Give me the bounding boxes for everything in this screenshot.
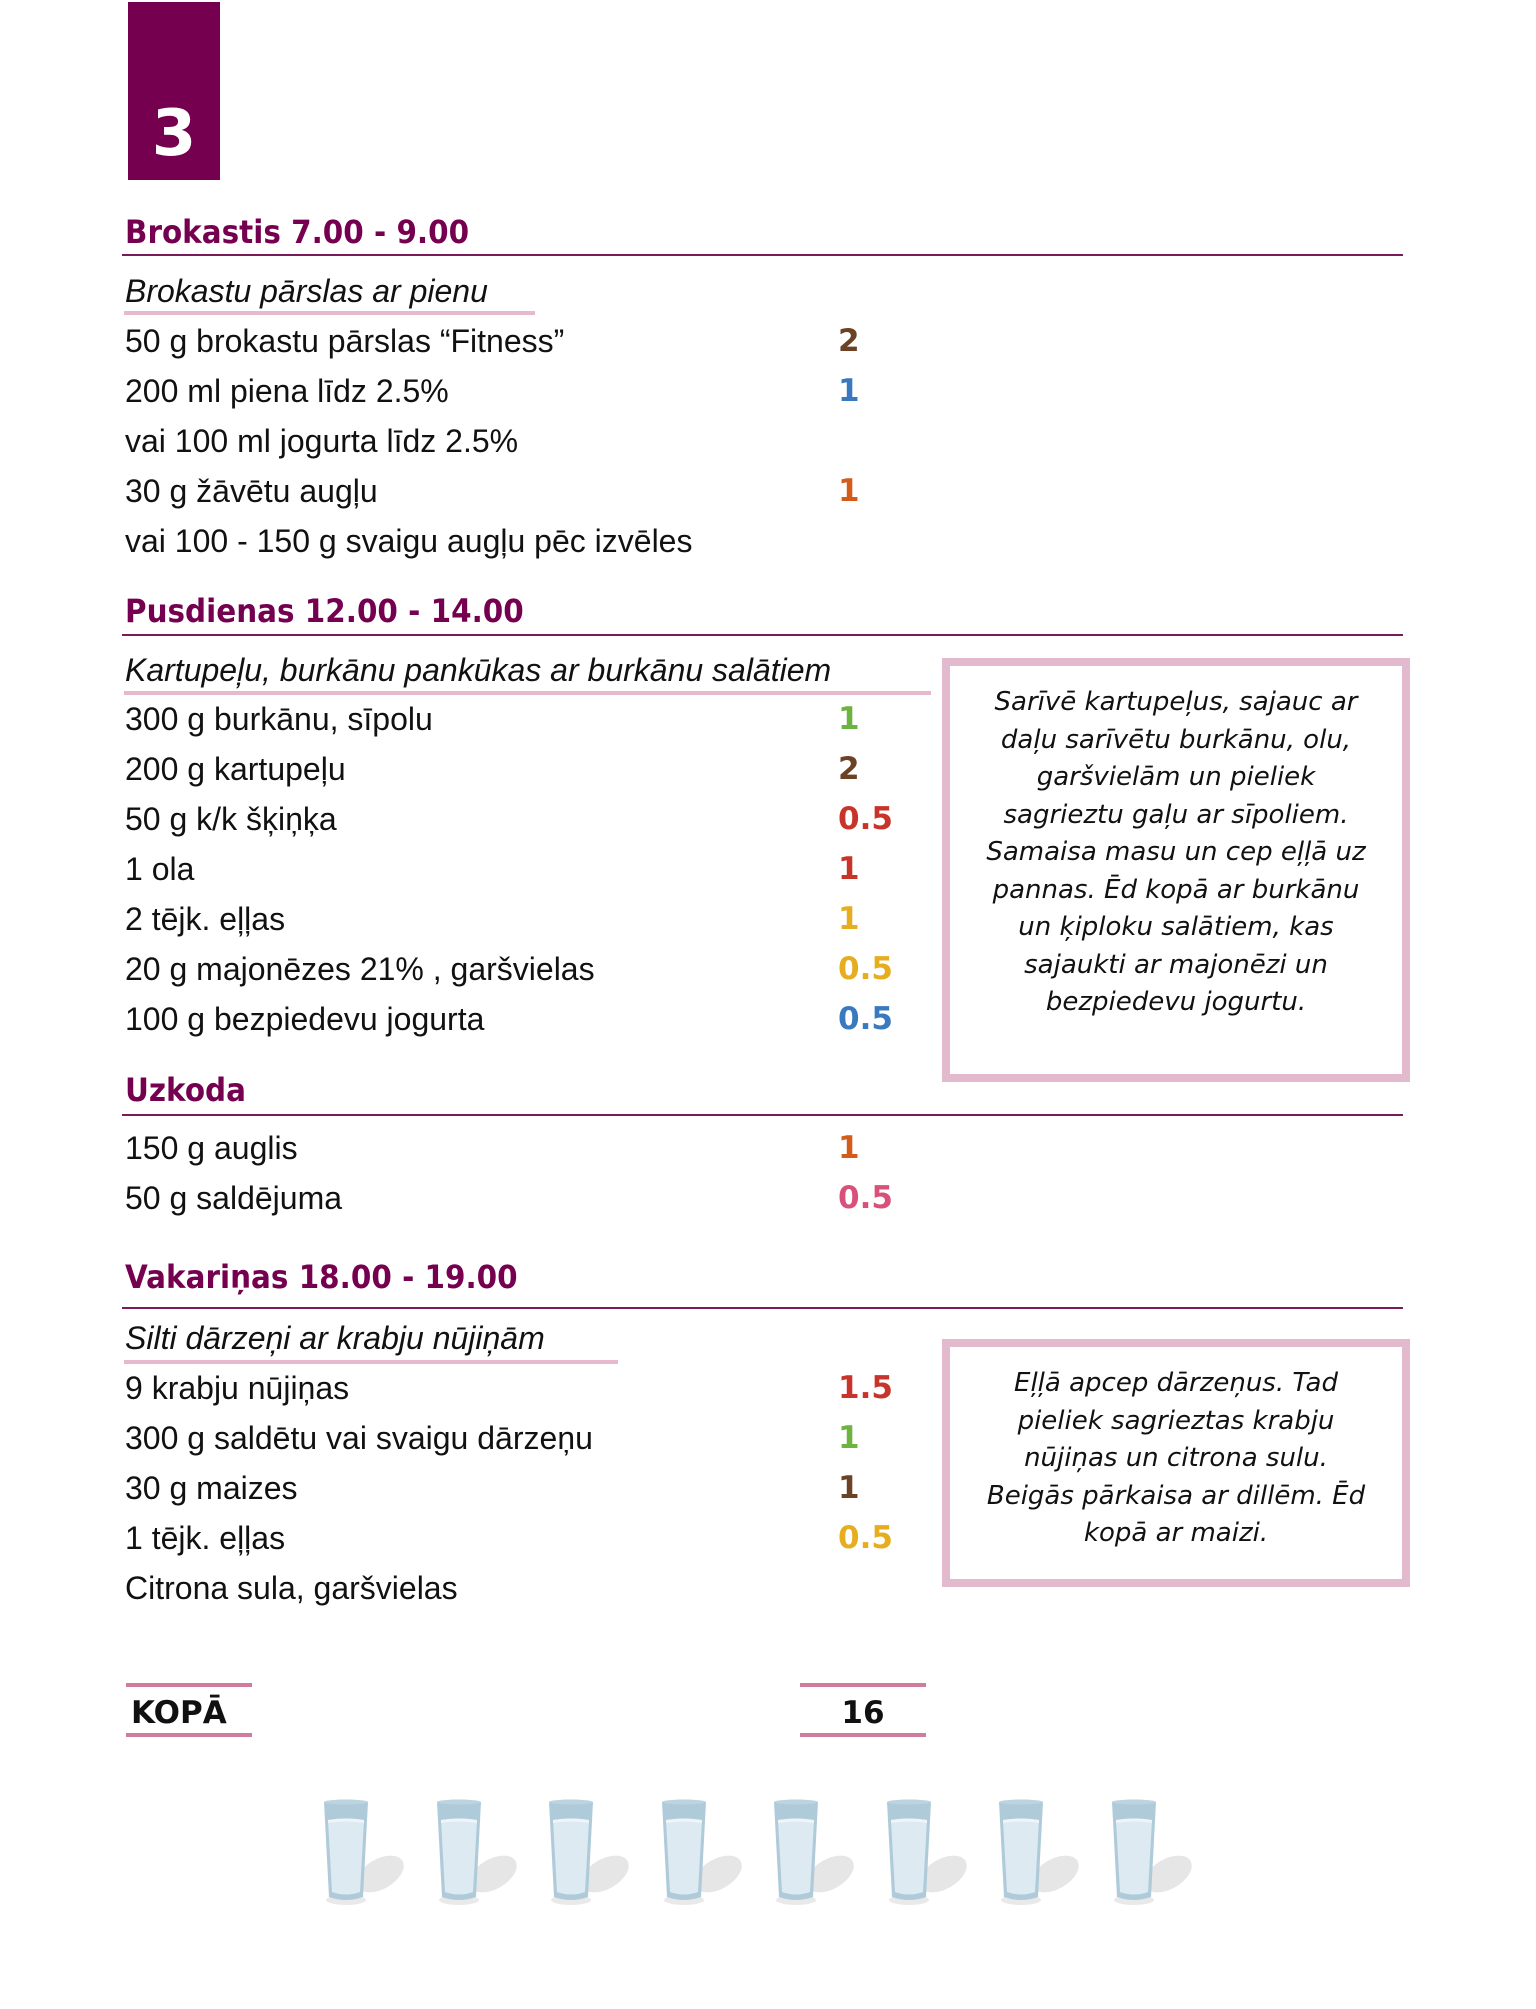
ingredient: vai 100 ml jogurta līdz 2.5%	[125, 423, 519, 459]
ingredient: 200 ml piena līdz 2.5%	[125, 373, 449, 409]
recipe-box-dinner	[942, 1339, 1410, 1587]
ingredient-value: 1	[838, 473, 860, 509]
total-rule-bottom	[126, 1733, 252, 1737]
dish-title-lunch: Kartupeļu, burkānu pankūkas ar burkānu salātiem	[125, 652, 832, 688]
ingredient-value: 0.5	[838, 1180, 893, 1216]
ingredient: 30 g maizes	[125, 1470, 298, 1506]
dish-underline	[124, 311, 535, 315]
water-glass-icon	[322, 1796, 406, 1916]
ingredient-value: 1	[838, 1470, 860, 1506]
ingredient-value: 1	[838, 851, 860, 887]
ingredient-value: 0.5	[838, 801, 893, 837]
water-glass-icon	[660, 1796, 744, 1916]
ingredient-value: 1	[838, 1130, 860, 1166]
meal-heading-dinner: Vakariņas 18.00 - 19.00	[125, 1258, 518, 1296]
ingredient-value: 1.5	[838, 1370, 893, 1406]
ingredient-value: 1	[838, 901, 860, 937]
total-rule-top	[126, 1683, 252, 1687]
day-number-badge	[128, 2, 220, 180]
water-glass-icon	[435, 1796, 519, 1916]
ingredient: 100 g bezpiedevu jogurta	[125, 1001, 485, 1037]
ingredient-value: 2	[838, 323, 860, 359]
ingredient-value: 0.5	[838, 1520, 893, 1556]
ingredient: vai 100 - 150 g svaigu augļu pēc izvēles	[125, 523, 693, 559]
ingredient: Citrona sula, garšvielas	[125, 1570, 458, 1606]
ingredient: 20 g majonēzes 21% , garšvielas	[125, 951, 595, 987]
ingredient: 9 krabju nūjiņas	[125, 1370, 350, 1406]
meal-heading-breakfast: Brokastis 7.00 - 9.00	[125, 213, 470, 251]
ingredient: 2 tējk. eļļas	[125, 901, 286, 937]
ingredient-value: 1	[838, 701, 860, 737]
dish-title-dinner: Silti dārzeņi ar krabju nūjiņām	[125, 1320, 545, 1356]
total-value: 16	[841, 1695, 885, 1731]
ingredient: 1 ola	[125, 851, 195, 887]
ingredient-value: 2	[838, 751, 860, 787]
total-label: KOPĀ	[131, 1695, 227, 1731]
divider	[122, 1307, 1403, 1309]
total-value-rule-bottom	[800, 1733, 926, 1737]
dish-underline	[124, 1360, 618, 1364]
meal-heading-lunch: Pusdienas 12.00 - 14.00	[125, 592, 524, 630]
recipe-text: Sarīvē kartupeļus, sajauc ar daļu sarīvētu burkānu, olu, garšvielām un pieliek sagrieztu gaļu ar sīpoliem. Samaisa masu un cep eļļā uz pannas. Ēd kopā ar burkānu un ķiploku salātiem, kas sajaukti ar majonēzi un bezpiedevu jogurtu.	[986, 687, 1366, 1017]
divider	[122, 634, 1403, 636]
ingredient-value: 0.5	[838, 951, 893, 987]
total-value-rule-top	[800, 1683, 926, 1687]
ingredient: 200 g kartupeļu	[125, 751, 346, 787]
ingredient: 50 g brokastu pārslas “Fitness”	[125, 323, 565, 359]
ingredient: 300 g saldētu vai svaigu dārzeņu	[125, 1420, 593, 1456]
ingredient: 30 g žāvētu augļu	[125, 473, 378, 509]
recipe-text: Eļļā apcep dārzeņus. Tad pieliek sagrieztas krabju nūjiņas un citrona sulu. Beigās pārkaisa ar dillēm. Ēd kopā ar maizi.	[986, 1368, 1366, 1548]
water-glass-icon	[885, 1796, 969, 1916]
ingredient-value: 1	[838, 373, 860, 409]
water-glass-icon	[997, 1796, 1081, 1916]
dish-underline	[124, 691, 931, 695]
ingredient-value: 0.5	[838, 1001, 893, 1037]
meal-heading-snack: Uzkoda	[125, 1071, 246, 1109]
ingredient: 1 tējk. eļļas	[125, 1520, 286, 1556]
dish-title-breakfast: Brokastu pārslas ar pienu	[125, 273, 488, 309]
water-glass-icon	[772, 1796, 856, 1916]
water-glass-icon	[1110, 1796, 1194, 1916]
ingredient: 150 g auglis	[125, 1130, 298, 1166]
water-glass-icon	[547, 1796, 631, 1916]
divider	[122, 254, 1403, 256]
ingredient: 50 g k/k šķiņķa	[125, 801, 337, 837]
day-number: 3	[151, 97, 197, 171]
ingredient-value: 1	[838, 1420, 860, 1456]
recipe-box-lunch	[942, 658, 1410, 1082]
ingredient: 300 g burkānu, sīpolu	[125, 701, 433, 737]
ingredient: 50 g saldējuma	[125, 1180, 343, 1216]
divider	[122, 1114, 1403, 1116]
